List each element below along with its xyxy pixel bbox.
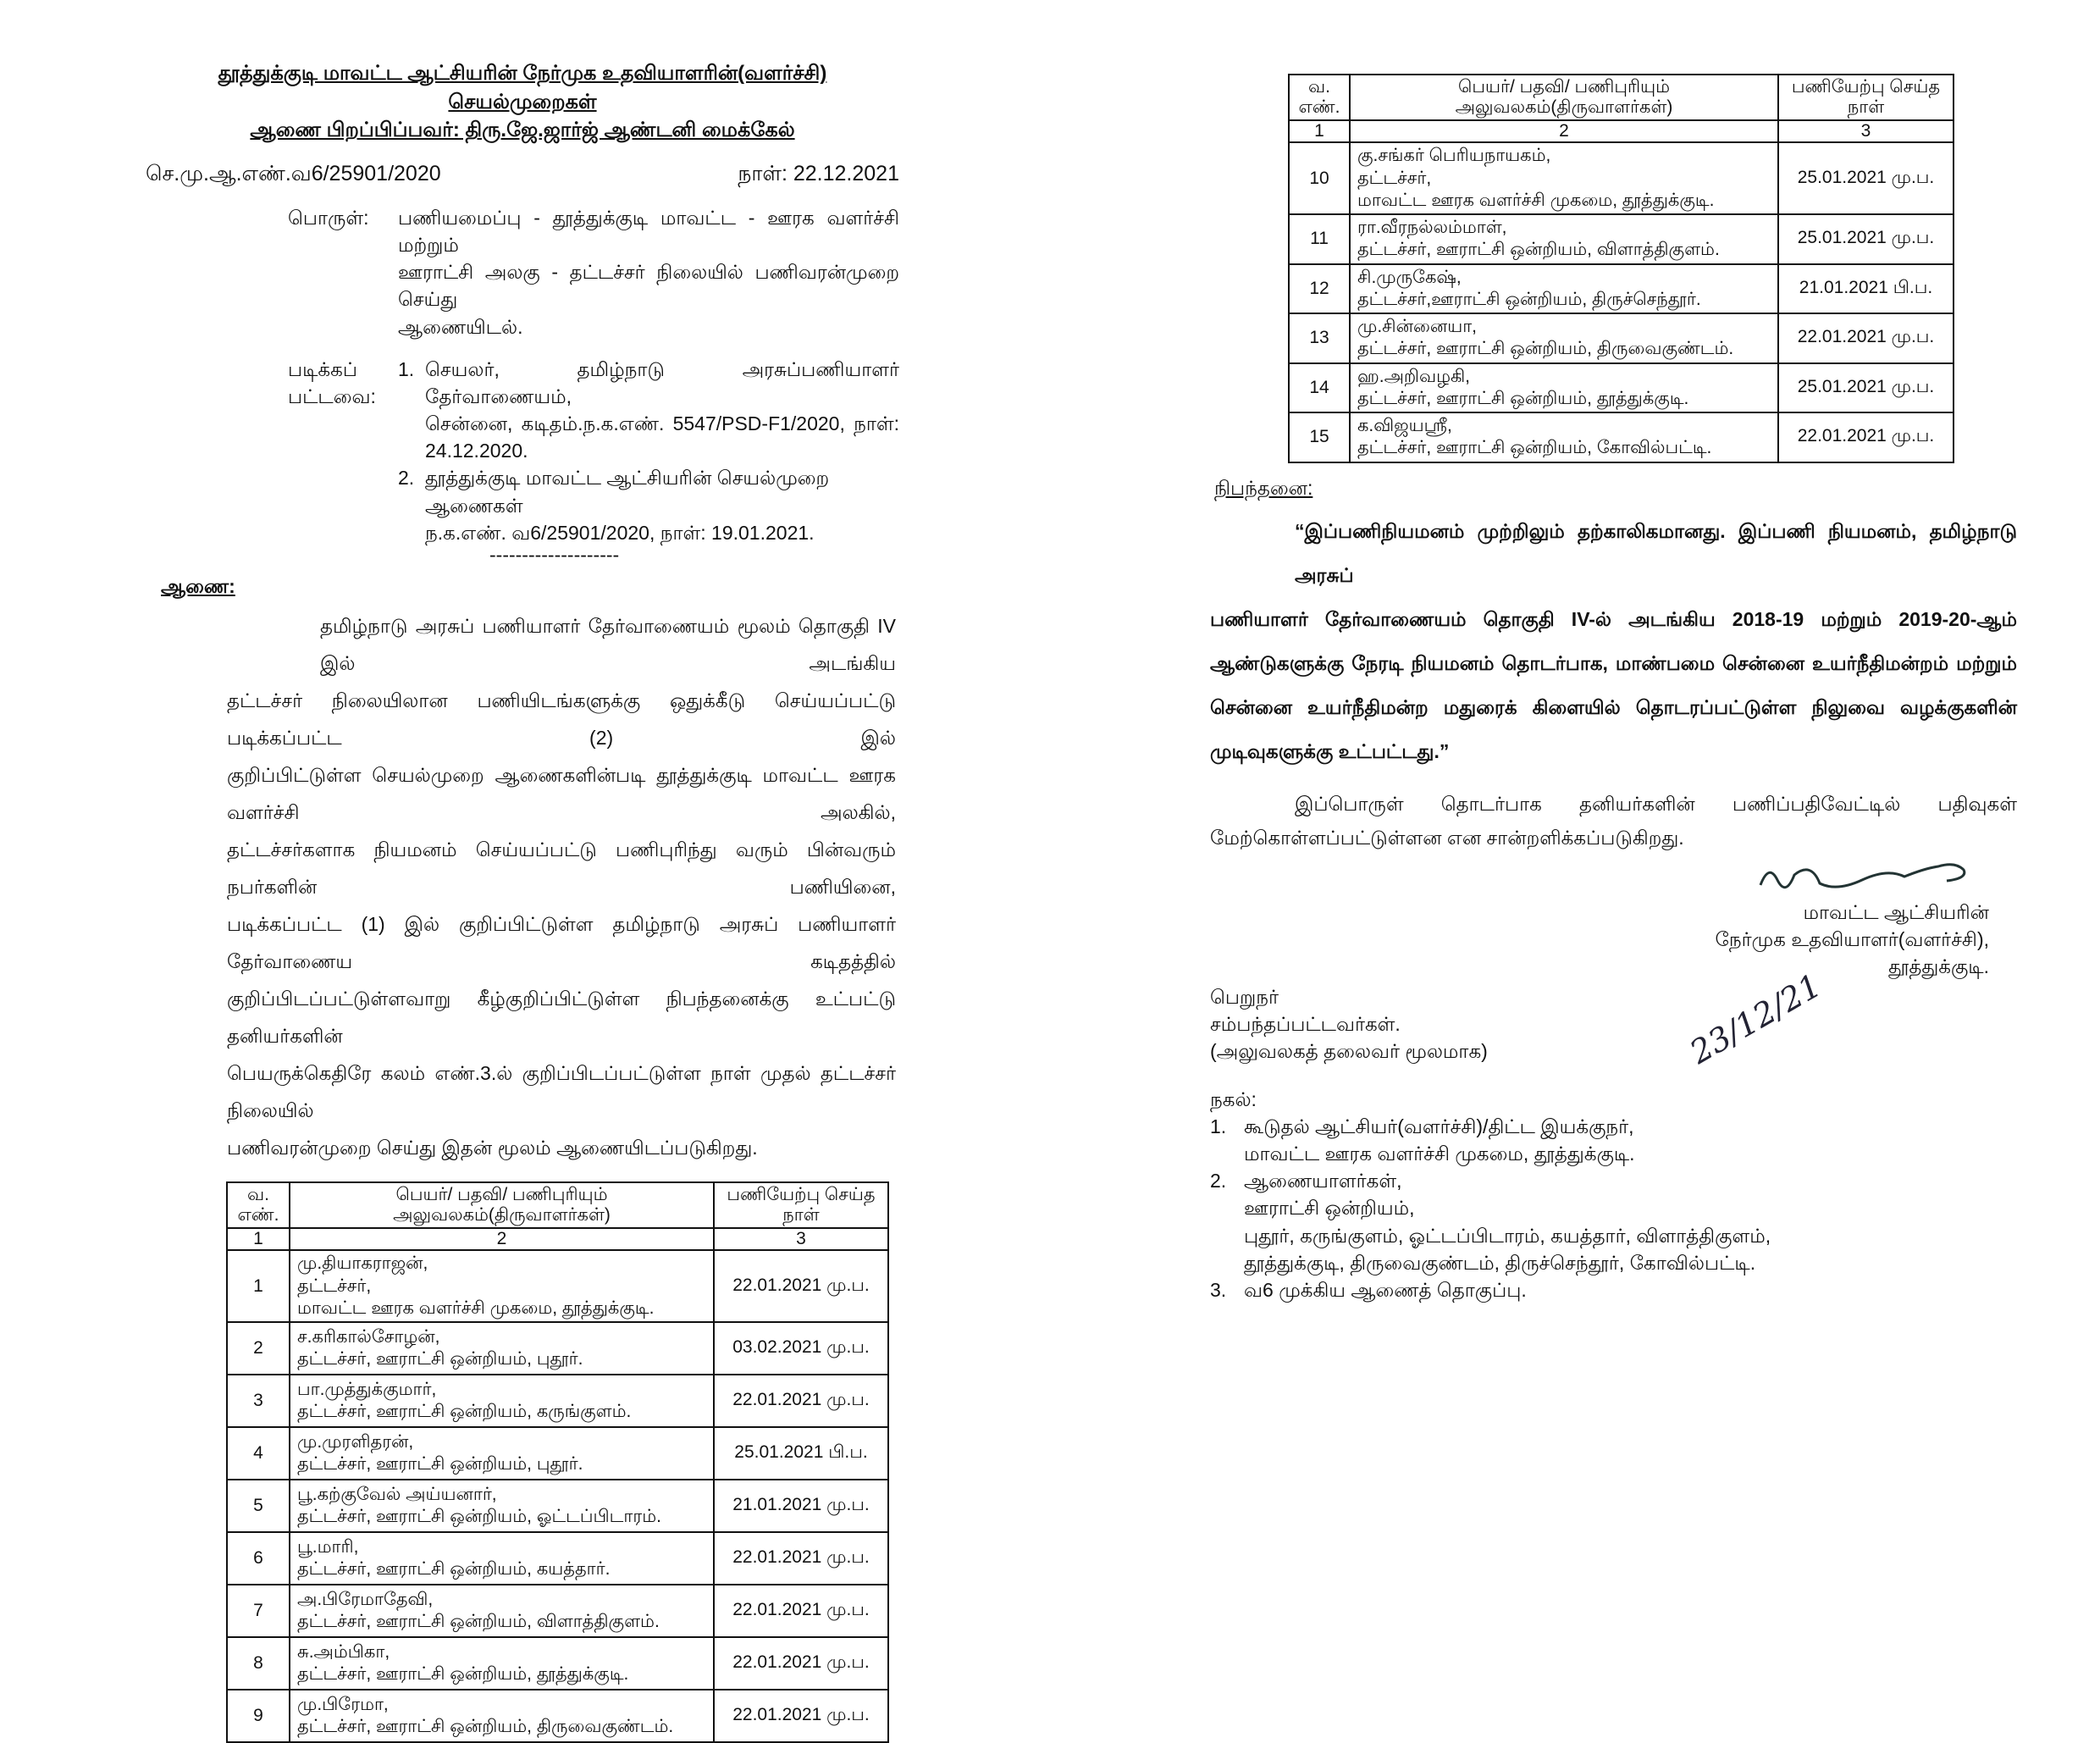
name-line: கு.சங்கர் பெரியநாயகம், [1357, 146, 1551, 166]
serial-cell: 2 [227, 1322, 290, 1375]
table-row [227, 1480, 888, 1532]
serial-cell: 3 [227, 1375, 290, 1427]
name-cell [1350, 264, 1778, 314]
name-line: தட்டச்சர், ஊராட்சி ஒன்றியம், ஓட்டப்பிடாரம். [297, 1507, 661, 1527]
table-row [1289, 412, 1954, 462]
name-cell [1350, 412, 1778, 462]
name-cell [290, 1690, 714, 1742]
ref-line: தூத்துக்குடி மாவட்ட ஆட்சியரின் செயல்முறை ஆணைகள் [425, 467, 830, 517]
note-line: இப்பொருள் தொடர்பாக தனியர்களின் பணிப்பதிவேட்டில் பதிவுகள் [1295, 792, 2017, 815]
col-header-name: பெயர்/ பதவி/ பணிபுரியும் அலுவலகம்(திருவாளர்கள்) [1350, 75, 1778, 120]
appointment-table-part1 [226, 1181, 889, 1743]
subject-line: ஆணையிடல். [398, 315, 523, 338]
references-block [288, 356, 899, 567]
date-cell: 22.01.2021 மு.ப. [714, 1375, 888, 1427]
col-number: 3 [1778, 120, 1954, 142]
name-line: தட்டச்சர், ஊராட்சி ஒன்றியம், திருவைகுண்டம். [297, 1717, 674, 1737]
references-label [288, 356, 398, 410]
copy-item [1210, 1167, 2023, 1276]
serial-cell: 14 [1289, 363, 1350, 413]
table-row [1289, 313, 1954, 363]
col-header-date: பணியேற்பு செய்த நாள் [1778, 75, 1954, 120]
date-cell: 22.01.2021 மு.ப. [714, 1637, 888, 1690]
copy-num: 3. [1210, 1278, 1227, 1301]
right-page [1210, 74, 2023, 1303]
subject-text [398, 204, 899, 340]
table-row [227, 1375, 888, 1427]
name-line: தட்டச்சர், ஊராட்சி ஒன்றியம், கருங்குளம். [297, 1402, 632, 1422]
table-row [1289, 363, 1954, 413]
name-line: பூ.கற்குவேல் அய்யனார், [297, 1484, 497, 1504]
serial-cell: 9 [227, 1690, 290, 1742]
name-line: சி.முருகேஷ், [1357, 267, 1462, 287]
name-line: தட்டச்சர், ஊராட்சி ஒன்றியம், தூத்துக்குடி. [297, 1664, 629, 1685]
name-line: ரா.வீரநல்லம்மாள், [1357, 218, 1507, 238]
date-cell: 22.01.2021 மு.ப. [714, 1690, 888, 1742]
copy-line: கூடுதல் ஆட்சியர்(வளர்ச்சி)/திட்ட இயக்குநர், [1244, 1115, 1634, 1137]
condition-text [1210, 509, 2017, 773]
serial-cell: 15 [1289, 412, 1350, 462]
name-line: மு.சின்னையா, [1357, 317, 1478, 337]
name-cell [290, 1480, 714, 1532]
table-row [227, 1532, 888, 1585]
order-line: குறிப்பிடப்பட்டுள்ளவாறு கீழ்குறிப்பிட்டுள்ள நிபந்தனைக்கு உட்பட்டு தனியர்களின் [227, 988, 896, 1048]
name-cell [290, 1427, 714, 1480]
date-cell: 22.01.2021 மு.ப. [1778, 412, 1954, 462]
copy-line: மாவட்ட ஊரக வளர்ச்சி முகமை, தூத்துக்குடி. [1244, 1143, 1635, 1165]
condition-line: முடிவுகளுக்கு உட்பட்டது.” [1210, 739, 1450, 762]
name-line: ஹ.அறிவழகி, [1357, 366, 1471, 386]
copy-line: ஊராட்சி ஒன்றியம், [1244, 1197, 1415, 1220]
serial-cell: 8 [227, 1637, 290, 1690]
recipient-line: (அலுவலகத் தலைவர் மூலமாக) [1210, 1040, 1488, 1063]
name-cell [290, 1375, 714, 1427]
subject-label: பொருள்: [288, 206, 369, 229]
date-cell: 25.01.2021 மு.ப. [1778, 142, 1954, 214]
ref-num: 2. [398, 467, 415, 490]
copy-label: நகல்: [1210, 1087, 1257, 1110]
condition-line: சென்னை உயர்நீதிமன்ற மதுரைக் கிளையில் தொடரப்பட்டுள்ள நிலுவை வழக்குகளின் [1210, 695, 2017, 718]
name-line: தட்டச்சர், ஊராட்சி ஒன்றியம், புதூர். [297, 1454, 583, 1475]
serial-cell: 5 [227, 1480, 290, 1532]
order-line: தட்டச்சர் நிலையிலான பணியிடங்களுக்கு ஒதுக்கீடு செய்யப்பட்டு படிக்கப்பட்ட (2) இல் [227, 689, 896, 750]
references-label-2: பட்டவை: [288, 385, 376, 407]
col-number: 1 [227, 1228, 290, 1250]
reference-row [146, 162, 899, 189]
table-row [227, 1322, 888, 1375]
reference-item [398, 356, 899, 465]
name-line: தட்டச்சர்,ஊராட்சி ஒன்றியம், திருச்செந்தூர். [1357, 289, 1701, 309]
name-cell [290, 1637, 714, 1690]
serial-cell: 10 [1289, 142, 1350, 214]
condition-line: ஆண்டுகளுக்கு நேரடி நியமனம் தொடர்பாக, மாண்பமை சென்னை உயர்நீதிமன்றம் மற்றும் [1210, 651, 2017, 674]
name-line: ச.கரிகால்சோழன், [297, 1326, 440, 1347]
order-line: தட்டச்சர்களாக நியமனம் செய்யப்பட்டு பணிபுரிந்து வரும் பின்வரும் நபர்களின் பணியினை, [227, 838, 896, 899]
table-row [1289, 214, 1954, 264]
recipients-label: பெறுநர் [1210, 986, 1279, 1009]
order-paragraph [227, 607, 896, 1166]
references-label-1: படிக்கப் [288, 357, 357, 380]
references-list [398, 356, 899, 567]
name-line: பா.முத்துக்குமார், [297, 1379, 437, 1399]
table-header-row [1289, 75, 1954, 120]
date-cell: 21.01.2021 மு.ப. [714, 1480, 888, 1532]
name-line: மு.பிரேமா, [297, 1694, 389, 1714]
serial-cell: 4 [227, 1427, 290, 1480]
serial-cell: 13 [1289, 313, 1350, 363]
order-line: பெயருக்கெதிரே கலம் எண்.3.ல் குறிப்பிடப்பட்டுள்ள நாள் முதல் தட்டச்சர் நிலையில் [227, 1062, 896, 1122]
date-cell: 22.01.2021 மு.ப. [714, 1532, 888, 1585]
order-line: தமிழ்நாடு அரசுப் பணியாளர் தேர்வாணையம் மூலம் தொகுதி IV இல் அடங்கிய [320, 615, 896, 675]
note-line: மேற்கொள்ளப்பட்டுள்ளன என சான்றளிக்கப்படுகிறது. [1210, 826, 1684, 849]
divider: -------------------- [489, 544, 620, 567]
name-line: தட்டச்சர், ஊராட்சி ஒன்றியம், கோவில்பட்டி. [1357, 438, 1712, 458]
condition-heading: நிபந்தனை: [1214, 476, 1313, 499]
copy-item [1210, 1276, 2023, 1303]
table-header-row [227, 1182, 888, 1228]
name-line: தட்டச்சர், [297, 1275, 372, 1296]
name-line: தட்டச்சர், ஊராட்சி ஒன்றியம், விளாத்திகுளம். [1357, 240, 1720, 260]
table-row [227, 1250, 888, 1322]
name-cell [1350, 363, 1778, 413]
name-line: மு.தியாகராஜன், [297, 1253, 428, 1274]
ref-line: 24.12.2020. [425, 440, 528, 462]
table-row [227, 1690, 888, 1742]
copy-line: தூத்துக்குடி, திருவைகுண்டம், திருச்செந்தூர், கோவில்பட்டி. [1244, 1251, 1756, 1274]
name-cell [290, 1585, 714, 1637]
name-cell [290, 1250, 714, 1322]
ref-line: சென்னை, கடிதம்.ந.க.எண். 5547/PSD-F1/2020, நாள்: [425, 412, 899, 435]
table-row [227, 1585, 888, 1637]
subject-line: பணியமைப்பு - தூத்துக்குடி மாவட்ட - ஊரக வளர்ச்சி மற்றும் [398, 206, 899, 256]
serial-cell: 7 [227, 1585, 290, 1637]
title-line-1: தூத்துக்குடி மாவட்ட ஆட்சியரின் நேர்முக உதவியாளரின்(வளர்ச்சி) செயல்முறைகள் [218, 62, 827, 113]
name-line: மாவட்ட ஊரக வளர்ச்சி முகமை, தூத்துக்குடி. [297, 1298, 655, 1318]
reference-number: செ.மு.ஆ.எண்.வ6/25901/2020 [146, 161, 441, 185]
document-title [146, 59, 899, 145]
table-row [1289, 142, 1954, 214]
copy-to [1210, 1086, 2023, 1304]
col-header-serial: வ. எண். [1289, 75, 1350, 120]
order-line: பணிவரன்முறை செய்து இதன் மூலம் ஆணையிடப்படுகிறது. [227, 1137, 758, 1159]
signatory-line: மாவட்ட ஆட்சியரின் [1803, 900, 1989, 923]
col-header-serial: வ. எண். [227, 1182, 290, 1228]
signatory-line: நேர்முக உதவியாளர்(வளர்ச்சி), [1715, 927, 1989, 950]
name-cell [1350, 142, 1778, 214]
order-line: படிக்கப்பட்ட (1) இல் குறிப்பிட்டுள்ள தமிழ்நாடு அரசுப் பணியாளர் தேர்வாணைய கடிதத்தில் [227, 913, 896, 973]
table-row [227, 1427, 888, 1480]
name-line: தட்டச்சர், ஊராட்சி ஒன்றியம், திருவைகுண்டம். [1357, 339, 1734, 359]
col-number: 1 [1289, 120, 1350, 142]
name-line: தட்டச்சர், ஊராட்சி ஒன்றியம், விளாத்திகுளம். [297, 1612, 660, 1632]
serial-cell: 1 [227, 1250, 290, 1322]
subject-line: ஊராட்சி அலகு - தட்டச்சர் நிலையில் பணிவரன்முறை செய்து [398, 261, 899, 311]
date-cell: 25.01.2021 மு.ப. [1778, 363, 1954, 413]
date-cell: 25.01.2021 மு.ப. [1778, 214, 1954, 264]
col-header-name: பெயர்/ பதவி/ பணிபுரியும் அலுவலகம்(திருவாளர்கள்) [290, 1182, 714, 1228]
copy-line: வ6 முக்கிய ஆணைத் தொகுப்பு. [1244, 1278, 1527, 1301]
condition-line: பணியாளர் தேர்வாணையம் தொகுதி IV-ல் அடங்கிய 2018-19 மற்றும் 2019-20-ஆம் [1210, 607, 2017, 630]
name-line: தட்டச்சர், [1357, 168, 1432, 188]
name-line: தட்டச்சர், ஊராட்சி ஒன்றியம், கயத்தார். [297, 1559, 611, 1580]
date-cell: 21.01.2021 பி.ப. [1778, 264, 1954, 314]
col-number: 2 [290, 1228, 714, 1250]
date-cell: 22.01.2021 மு.ப. [714, 1585, 888, 1637]
name-cell [1350, 313, 1778, 363]
column-number-row [227, 1228, 888, 1250]
serial-cell: 11 [1289, 214, 1350, 264]
subject-block [288, 204, 899, 340]
col-number: 3 [714, 1228, 888, 1250]
name-line: சு.அம்பிகா, [297, 1641, 390, 1662]
date-cell: 03.02.2021 மு.ப. [714, 1322, 888, 1375]
copy-line: புதூர், கருங்குளம், ஓட்டப்பிடாரம், கயத்தார், விளாத்திகுளம், [1244, 1224, 1771, 1247]
reference-item [398, 464, 899, 546]
name-line: அ.பிரேமாதேவி, [297, 1589, 434, 1609]
col-number: 2 [1350, 120, 1778, 142]
name-cell [290, 1322, 714, 1375]
name-cell [1350, 214, 1778, 264]
copy-num: 2. [1210, 1170, 1227, 1192]
copy-num: 1. [1210, 1115, 1227, 1137]
title-line-2: ஆணை பிறப்பிப்பவர்: திரு.ஜே.ஜார்ஜ் ஆண்டனி மைக்கேல் [250, 119, 795, 142]
recipients [1210, 983, 1488, 1065]
name-line: பூ.மாரி, [297, 1536, 359, 1557]
name-line: மாவட்ட ஊரக வளர்ச்சி முகமை, தூத்துக்குடி. [1357, 190, 1715, 210]
column-number-row [1289, 120, 1954, 142]
table-row [227, 1637, 888, 1690]
signature-scribble [1744, 860, 1989, 899]
name-cell [290, 1532, 714, 1585]
ref-line: ந.க.எண். வ6/25901/2020, நாள்: 19.01.2021. [425, 521, 815, 544]
serial-cell: 12 [1289, 264, 1350, 314]
recipient-line: சம்பந்தப்பட்டவர்கள். [1210, 1013, 1401, 1036]
name-line: க.விஜயஸ்ரீ, [1357, 416, 1452, 436]
name-line: தட்டச்சர், ஊராட்சி ஒன்றியம், புதூர். [297, 1349, 583, 1370]
left-page [146, 59, 899, 1743]
order-line: குறிப்பிட்டுள்ள செயல்முறை ஆணைகளின்படி தூத்துக்குடி மாவட்ட ஊரக வளர்ச்சி அலகில், [227, 764, 896, 824]
certification-note [1210, 787, 2017, 855]
handwritten-date: 23/12/21 [1683, 966, 1828, 1071]
name-line: மு.முரளிதரன், [297, 1431, 414, 1452]
serial-cell: 6 [227, 1532, 290, 1585]
order-heading: ஆணை: [161, 575, 235, 598]
table-row [1289, 264, 1954, 314]
condition-line: “இப்பணிநியமனம் முற்றிலும் தற்காலிகமானது. இப்பணி நியமனம், தமிழ்நாடு அரசுப் [1295, 519, 2017, 586]
signatory-line: தூத்துக்குடி. [1888, 955, 1989, 977]
copy-line: ஆணையாளர்கள், [1244, 1170, 1402, 1192]
ref-line: செயலர், தமிழ்நாடு அரசுப்பணியாளர் தேர்வாணையம், [425, 357, 899, 407]
ref-num: 1. [398, 357, 415, 380]
date-cell: 22.01.2021 மு.ப. [714, 1250, 888, 1322]
signatory-block [1715, 860, 1989, 981]
order-date: நாள்: 22.12.2021 [738, 161, 899, 185]
copy-item [1210, 1113, 2023, 1167]
name-line: தட்டச்சர், ஊராட்சி ஒன்றியம், தூத்துக்குடி. [1357, 388, 1689, 408]
date-cell: 25.01.2021 பி.ப. [714, 1427, 888, 1480]
date-cell: 22.01.2021 மு.ப. [1778, 313, 1954, 363]
col-header-date: பணியேற்பு செய்த நாள் [714, 1182, 888, 1228]
appointment-table-part2 [1288, 74, 1954, 463]
